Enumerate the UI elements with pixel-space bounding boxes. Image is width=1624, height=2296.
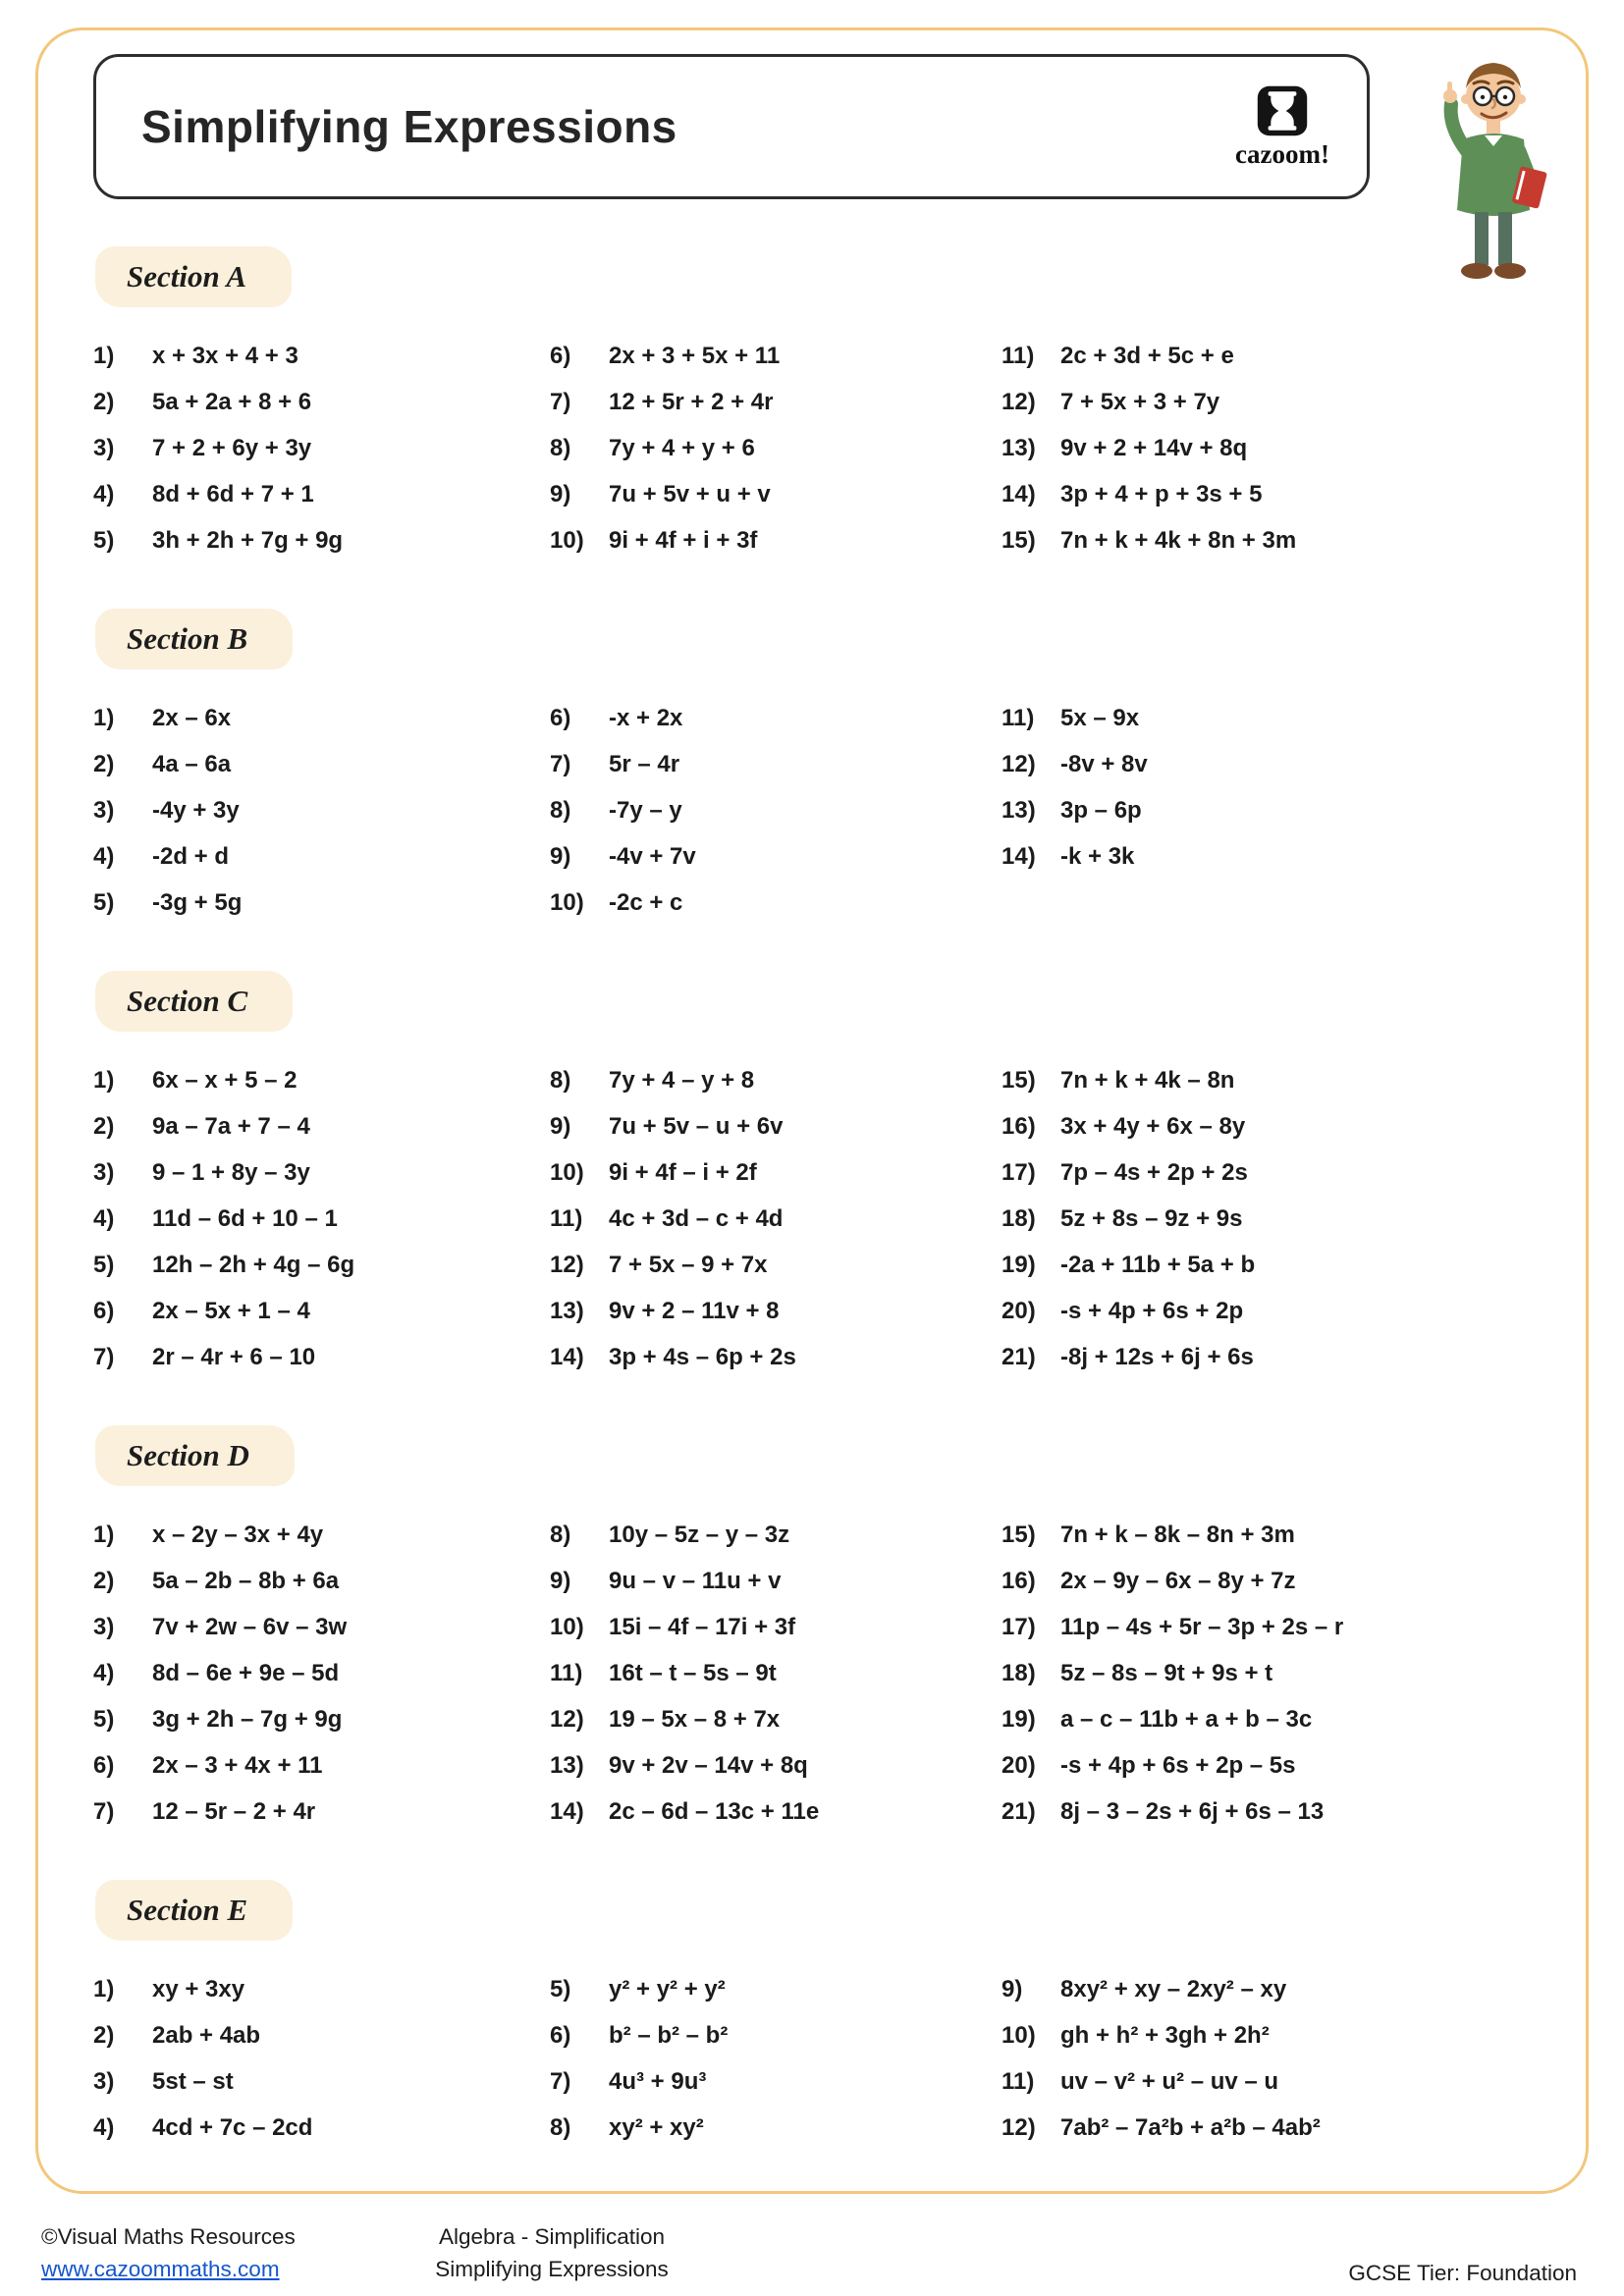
cazoom-logo-text: cazoom! (1235, 138, 1329, 169)
question-number: 17) (1001, 1613, 1036, 1640)
question-number: 4) (93, 2113, 115, 2141)
question-number: 9) (550, 480, 571, 507)
question-item (93, 1966, 550, 2012)
question-expression: 9a – 7a + 7 – 4 (152, 1112, 310, 1140)
question-number: 10) (550, 1613, 584, 1640)
question-expression: 16t – t – 5s – 9t (609, 1659, 777, 1686)
question-number: 5) (93, 1705, 115, 1733)
question-item (550, 517, 1001, 563)
question-number: 13) (1001, 796, 1036, 824)
question-expression: 7n + k – 8k – 8n + 3m (1060, 1521, 1295, 1548)
footer-copyright: ©Visual Maths Resources (41, 2223, 296, 2249)
question-expression: 7n + k + 4k + 8n + 3m (1060, 526, 1297, 554)
question-item (1001, 471, 1531, 517)
question-item (1001, 1604, 1531, 1650)
question-item (1001, 2058, 1531, 2105)
question-number: 18) (1001, 1204, 1036, 1232)
question-expression: 7u + 5v + u + v (609, 480, 771, 507)
question-item (93, 333, 550, 379)
question-number: 12) (1001, 2113, 1036, 2141)
question-expression: b² – b² – b² (609, 2021, 729, 2049)
question-expression: 9v + 2 – 11v + 8 (609, 1297, 780, 1324)
question-expression: 7y + 4 + y + 6 (609, 434, 755, 461)
question-expression: 7n + k + 4k – 8n (1060, 1066, 1235, 1094)
question-number: 11) (550, 1659, 583, 1686)
section-questions (93, 1512, 1531, 1835)
question-expression: 6x – x + 5 – 2 (152, 1066, 298, 1094)
question-number: 12) (1001, 388, 1036, 415)
question-number: 2) (93, 1112, 115, 1140)
question-item (93, 1789, 550, 1835)
question-item (550, 1966, 1001, 2012)
question-item (1001, 1512, 1531, 1558)
question-item (550, 379, 1001, 425)
question-expression: 5r – 4r (609, 750, 680, 777)
question-item (93, 1604, 550, 1650)
question-expression: y² + y² + y² (609, 1975, 726, 2002)
question-number: 4) (93, 842, 115, 870)
question-expression: 2ab + 4ab (152, 2021, 261, 2049)
question-expression: gh + h² + 3gh + 2h² (1060, 2021, 1270, 2049)
question-item (550, 1696, 1001, 1742)
question-column (93, 333, 550, 563)
question-expression: 7 + 5x – 9 + 7x (609, 1251, 768, 1278)
question-column (1001, 1966, 1531, 2151)
question-item (93, 425, 550, 471)
question-column (1001, 1057, 1531, 1380)
question-item (1001, 1242, 1531, 1288)
question-number: 17) (1001, 1158, 1036, 1186)
question-item (550, 1512, 1001, 1558)
question-number: 20) (1001, 1297, 1036, 1324)
question-item (550, 1288, 1001, 1334)
question-item (550, 333, 1001, 379)
footer-topic: Algebra - Simplification (438, 2223, 666, 2249)
question-expression: 10y – 5z – y – 3z (609, 1521, 790, 1548)
question-number: 9) (550, 1112, 571, 1140)
question-item (1001, 2012, 1531, 2058)
question-item (550, 2058, 1001, 2105)
question-item (1001, 1196, 1531, 1242)
question-number: 13) (550, 1751, 584, 1779)
footer (41, 2220, 1577, 2287)
question-expression: 8xy² + xy – 2xy² – xy (1060, 1975, 1287, 2002)
question-item (1001, 1103, 1531, 1149)
question-item (550, 471, 1001, 517)
question-expression: 3x + 4y + 6x – 8y (1060, 1112, 1246, 1140)
section-questions (93, 333, 1531, 563)
question-item (550, 1242, 1001, 1288)
question-expression: 7 + 2 + 6y + 3y (152, 434, 312, 461)
question-expression: 7y + 4 – y + 8 (609, 1066, 755, 1094)
question-item (1001, 1742, 1531, 1789)
question-item (1001, 1789, 1531, 1835)
question-item (93, 1558, 550, 1604)
question-number: 4) (93, 1659, 115, 1686)
question-expression: 5a – 2b – 8b + 6a (152, 1567, 340, 1594)
question-number: 11) (550, 1204, 583, 1232)
section-header: Section C (95, 971, 293, 1032)
question-item (93, 1149, 550, 1196)
question-item (550, 1742, 1001, 1789)
question-column (550, 333, 1001, 563)
question-item (93, 1696, 550, 1742)
question-expression: uv – v² + u² – uv – u (1060, 2067, 1279, 2095)
question-item (550, 2012, 1001, 2058)
question-item (1001, 1966, 1531, 2012)
question-number: 6) (550, 2021, 571, 2049)
question-item (550, 880, 1001, 926)
question-expression: 3p + 4s – 6p + 2s (609, 1343, 796, 1370)
teacher-illustration (1420, 45, 1567, 291)
question-item (1001, 1558, 1531, 1604)
question-expression: 2x – 5x + 1 – 4 (152, 1297, 310, 1324)
section-header: Section B (95, 609, 293, 669)
question-number: 7) (93, 1797, 115, 1825)
question-number: 19) (1001, 1251, 1036, 1278)
question-expression: 15i – 4f – 17i + 3f (609, 1613, 796, 1640)
question-expression: 5z – 8s – 9t + 9s + t (1060, 1659, 1273, 1686)
question-number: 1) (93, 1975, 115, 2002)
question-column (1001, 695, 1531, 926)
question-item (93, 2105, 550, 2151)
question-expression: 3p – 6p (1060, 796, 1142, 824)
question-number: 15) (1001, 1066, 1036, 1094)
question-item (1001, 2105, 1531, 2151)
question-expression: 7u + 5v – u + 6v (609, 1112, 784, 1140)
question-number: 4) (93, 1204, 115, 1232)
question-item (550, 1149, 1001, 1196)
question-item (93, 1742, 550, 1789)
question-item (1001, 787, 1531, 833)
question-number: 7) (550, 750, 571, 777)
question-item (550, 833, 1001, 880)
section-section-d (93, 1425, 1531, 1835)
question-number: 9) (1001, 1975, 1023, 2002)
question-item (1001, 1057, 1531, 1103)
section-questions (93, 1057, 1531, 1380)
question-number: 6) (550, 342, 571, 369)
question-expression: 2c + 3d + 5c + e (1060, 342, 1234, 369)
footer-subtopic: Simplifying Expressions (435, 2257, 669, 2282)
footer-left (41, 2220, 296, 2287)
question-number: 9) (550, 842, 571, 870)
question-number: 5) (550, 1975, 571, 2002)
question-number: 3) (93, 1613, 115, 1640)
question-expression: 5x – 9x (1060, 704, 1140, 731)
question-expression: 2x + 3 + 5x + 11 (609, 342, 781, 369)
question-expression: -4y + 3y (152, 796, 240, 824)
question-number: 15) (1001, 526, 1036, 554)
question-item (550, 1604, 1001, 1650)
question-expression: 12 + 5r + 2 + 4r (609, 388, 774, 415)
question-expression: -2d + d (152, 842, 230, 870)
question-item (550, 1789, 1001, 1835)
question-number: 7) (93, 1343, 115, 1370)
question-item (1001, 1334, 1531, 1380)
question-expression: 5a + 2a + 8 + 6 (152, 388, 312, 415)
question-number: 2) (93, 1567, 115, 1594)
question-number: 14) (1001, 842, 1036, 870)
question-number: 8) (550, 1521, 571, 1548)
question-item (1001, 1696, 1531, 1742)
question-expression: 2r – 4r + 6 – 10 (152, 1343, 316, 1370)
question-number: 1) (93, 1521, 115, 1548)
question-number: 2) (93, 750, 115, 777)
question-item (93, 471, 550, 517)
question-item (550, 1650, 1001, 1696)
question-expression: 4a – 6a (152, 750, 232, 777)
section-header: Section A (95, 246, 292, 307)
question-number: 1) (93, 1066, 115, 1094)
question-expression: 2x – 3 + 4x + 11 (152, 1751, 323, 1779)
question-number: 6) (93, 1297, 115, 1324)
question-number: 12) (550, 1705, 584, 1733)
question-item (550, 425, 1001, 471)
question-item (93, 1196, 550, 1242)
question-expression: 8d – 6e + 9e – 5d (152, 1659, 340, 1686)
question-expression: 3p + 4 + p + 3s + 5 (1060, 480, 1263, 507)
question-number: 7) (550, 388, 571, 415)
question-expression: -2c + c (609, 888, 683, 916)
question-item (93, 1057, 550, 1103)
hourglass-logo-icon (1256, 84, 1309, 137)
question-expression: 8j – 3 – 2s + 6j + 6s – 13 (1060, 1797, 1325, 1825)
question-number: 3) (93, 796, 115, 824)
question-item (93, 2012, 550, 2058)
question-expression: 11d – 6d + 10 – 1 (152, 1204, 338, 1232)
question-expression: -8j + 12s + 6j + 6s (1060, 1343, 1254, 1370)
question-expression: -7y – y (609, 796, 682, 824)
question-number: 6) (93, 1751, 115, 1779)
question-number: 3) (93, 434, 115, 461)
question-number: 10) (550, 888, 584, 916)
question-expression: 3h + 2h + 7g + 9g (152, 526, 344, 554)
section-header: Section E (95, 1880, 293, 1941)
question-number: 19) (1001, 1705, 1036, 1733)
question-number: 1) (93, 342, 115, 369)
question-item (550, 1103, 1001, 1149)
question-expression: 9u – v – 11u + v (609, 1567, 782, 1594)
question-column (1001, 1512, 1531, 1835)
question-number: 18) (1001, 1659, 1036, 1686)
question-item (93, 833, 550, 880)
question-item (93, 741, 550, 787)
question-column (93, 1966, 550, 2151)
question-expression: -3g + 5g (152, 888, 243, 916)
section-questions (93, 1966, 1531, 2151)
sections (93, 246, 1531, 2151)
question-number: 7) (550, 2067, 571, 2095)
question-number: 20) (1001, 1751, 1036, 1779)
question-column (550, 1057, 1001, 1380)
question-item (1001, 833, 1531, 880)
page-title: Simplifying Expressions (141, 101, 677, 152)
question-item (550, 2105, 1001, 2151)
question-item (1001, 1288, 1531, 1334)
question-expression: 8d + 6d + 7 + 1 (152, 480, 314, 507)
question-expression: 11p – 4s + 5r – 3p + 2s – r (1060, 1613, 1344, 1640)
question-item (93, 1103, 550, 1149)
question-column (550, 695, 1001, 926)
question-number: 5) (93, 526, 115, 554)
question-expression: x – 2y – 3x + 4y (152, 1521, 324, 1548)
question-item (93, 787, 550, 833)
question-number: 14) (550, 1343, 584, 1370)
section-section-b (93, 609, 1531, 926)
question-expression: 7 + 5x + 3 + 7y (1060, 388, 1220, 415)
question-number: 5) (93, 1251, 115, 1278)
question-item (550, 787, 1001, 833)
question-number: 2) (93, 388, 115, 415)
question-number: 3) (93, 1158, 115, 1186)
question-item (550, 1334, 1001, 1380)
section-section-e (93, 1880, 1531, 2151)
question-expression: a – c – 11b + a + b – 3c (1060, 1705, 1313, 1733)
question-item (93, 1512, 550, 1558)
question-expression: -s + 4p + 6s + 2p – 5s (1060, 1751, 1296, 1779)
question-number: 8) (550, 434, 571, 461)
question-item (93, 695, 550, 741)
question-item (93, 379, 550, 425)
question-column (93, 1512, 550, 1835)
question-number: 1) (93, 704, 115, 731)
question-expression: 9 – 1 + 8y – 3y (152, 1158, 310, 1186)
question-number: 21) (1001, 1343, 1036, 1370)
question-number: 6) (550, 704, 571, 731)
question-expression: -s + 4p + 6s + 2p (1060, 1297, 1244, 1324)
question-item (1001, 741, 1531, 787)
question-expression: 2x – 6x (152, 704, 232, 731)
question-item (550, 1057, 1001, 1103)
section-section-a (93, 246, 1531, 563)
question-item (1001, 1149, 1531, 1196)
title-box (93, 54, 1370, 199)
cazoom-logo (1235, 84, 1329, 170)
footer-website-link[interactable]: www.cazoommaths.com (41, 2257, 280, 2282)
question-expression: x + 3x + 4 + 3 (152, 342, 298, 369)
question-expression: -x + 2x (609, 704, 683, 731)
question-expression: 2x – 9y – 6x – 8y + 7z (1060, 1567, 1296, 1594)
footer-center (405, 2220, 699, 2287)
question-item (550, 1196, 1001, 1242)
question-expression: 9i + 4f + i + 3f (609, 526, 758, 554)
question-item (93, 517, 550, 563)
question-expression: 4c + 3d – c + 4d (609, 1204, 784, 1232)
question-expression: 9i + 4f – i + 2f (609, 1158, 757, 1186)
section-section-c (93, 971, 1531, 1380)
question-expression: 7p – 4s + 2p + 2s (1060, 1158, 1248, 1186)
question-item (1001, 379, 1531, 425)
question-expression: 7v + 2w – 6v – 3w (152, 1613, 348, 1640)
question-item (93, 880, 550, 926)
question-item (1001, 695, 1531, 741)
question-number: 16) (1001, 1567, 1036, 1594)
question-number: 13) (550, 1297, 584, 1324)
question-number: 11) (1001, 2067, 1035, 2095)
teacher-cartoon-icon (1420, 45, 1567, 291)
question-column (550, 1512, 1001, 1835)
question-expression: 12h – 2h + 4g – 6g (152, 1251, 355, 1278)
question-number: 13) (1001, 434, 1036, 461)
question-item (93, 1650, 550, 1696)
question-number: 8) (550, 2113, 571, 2141)
question-number: 8) (550, 796, 571, 824)
question-number: 10) (1001, 2021, 1036, 2049)
question-expression: 2c – 6d – 13c + 11e (609, 1797, 820, 1825)
question-expression: -4v + 7v (609, 842, 696, 870)
question-item (1001, 425, 1531, 471)
question-expression: 9v + 2v – 14v + 8q (609, 1751, 808, 1779)
question-column (93, 1057, 550, 1380)
question-expression: 19 – 5x – 8 + 7x (609, 1705, 781, 1733)
question-number: 14) (1001, 480, 1036, 507)
question-number: 5) (93, 888, 115, 916)
question-number: 21) (1001, 1797, 1036, 1825)
question-number: 2) (93, 2021, 115, 2049)
question-number: 4) (93, 480, 115, 507)
question-item (1001, 517, 1531, 563)
question-item (550, 695, 1001, 741)
question-expression: -k + 3k (1060, 842, 1135, 870)
footer-tier: GCSE Tier: Foundation (1348, 2261, 1577, 2285)
question-column (550, 1966, 1001, 2151)
question-item (1001, 333, 1531, 379)
question-item (93, 1334, 550, 1380)
question-expression: 12 – 5r – 2 + 4r (152, 1797, 316, 1825)
question-expression: 3g + 2h – 7g + 9g (152, 1705, 343, 1733)
question-number: 11) (1001, 342, 1035, 369)
question-expression: 7ab² – 7a²b + a²b – 4ab² (1060, 2113, 1321, 2141)
question-item (550, 741, 1001, 787)
question-item (93, 1242, 550, 1288)
question-number: 14) (550, 1797, 584, 1825)
section-header: Section D (95, 1425, 295, 1486)
question-number: 15) (1001, 1521, 1036, 1548)
question-number: 11) (1001, 704, 1035, 731)
question-expression: -2a + 11b + 5a + b (1060, 1251, 1256, 1278)
question-item (93, 1288, 550, 1334)
question-number: 3) (93, 2067, 115, 2095)
question-expression: xy² + xy² (609, 2113, 704, 2141)
section-questions (93, 695, 1531, 926)
question-expression: 4cd + 7c – 2cd (152, 2113, 313, 2141)
question-number: 12) (1001, 750, 1036, 777)
question-number: 10) (550, 526, 584, 554)
question-expression: xy + 3xy (152, 1975, 245, 2002)
question-column (1001, 333, 1531, 563)
question-expression: 5z + 8s – 9z + 9s (1060, 1204, 1243, 1232)
question-item (550, 1558, 1001, 1604)
question-expression: -8v + 8v (1060, 750, 1148, 777)
question-number: 10) (550, 1158, 584, 1186)
question-number: 9) (550, 1567, 571, 1594)
question-expression: 4u³ + 9u³ (609, 2067, 707, 2095)
question-expression: 5st – st (152, 2067, 234, 2095)
question-expression: 9v + 2 + 14v + 8q (1060, 434, 1248, 461)
question-item (1001, 1650, 1531, 1696)
question-number: 12) (550, 1251, 584, 1278)
question-number: 8) (550, 1066, 571, 1094)
question-item (93, 2058, 550, 2105)
question-number: 16) (1001, 1112, 1036, 1140)
question-column (93, 695, 550, 926)
